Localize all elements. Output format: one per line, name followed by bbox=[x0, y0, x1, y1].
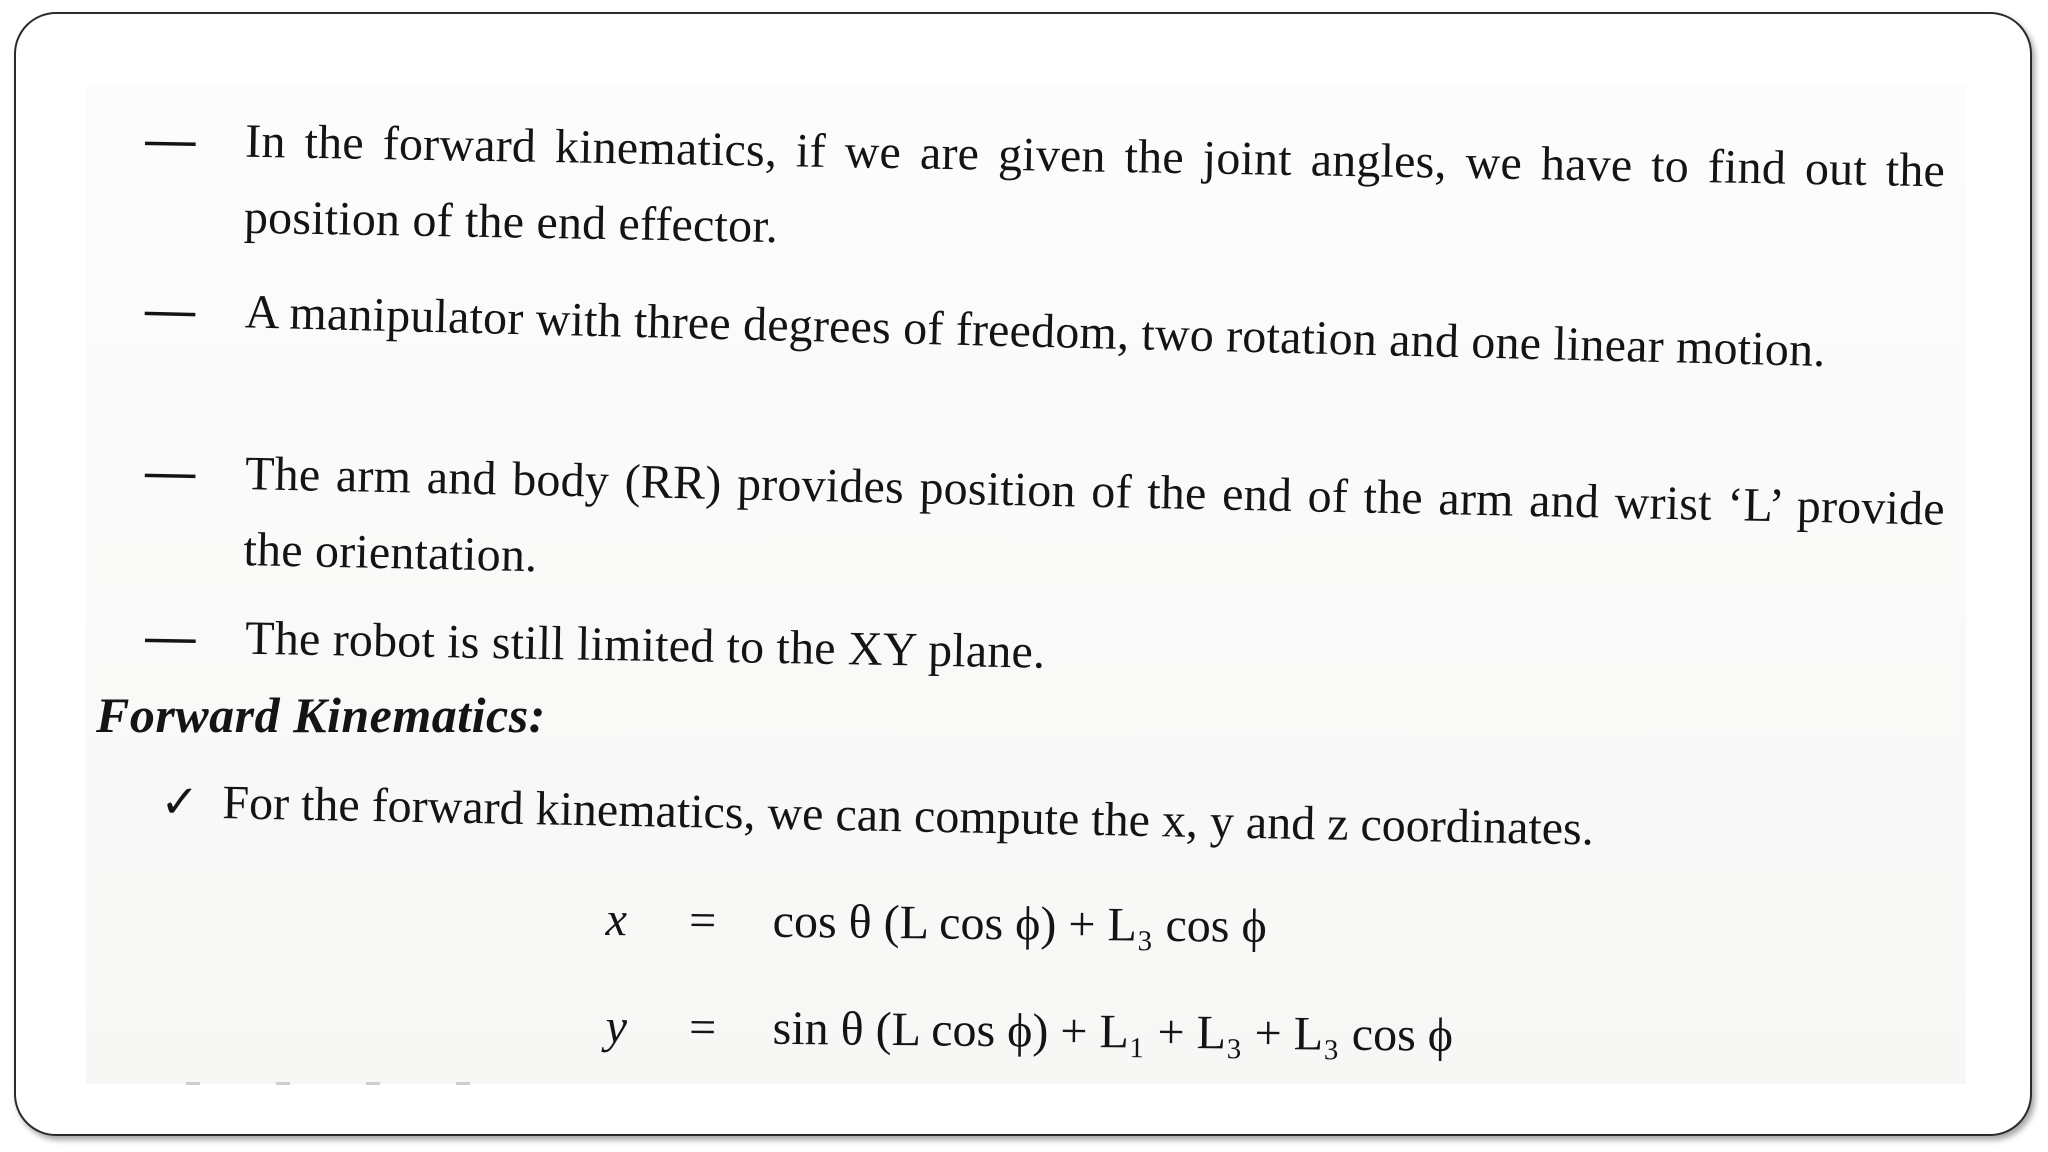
bullet-dash: — bbox=[144, 109, 196, 167]
equals-sign: = bbox=[688, 893, 717, 948]
bullet-dash: — bbox=[144, 441, 196, 500]
bullet-text: In the forward kinematics, if we are given the joint angles, we have to find out the position of the end effector. bbox=[243, 114, 1946, 254]
bullet-dash: — bbox=[144, 606, 196, 664]
equation-lhs: x bbox=[605, 892, 628, 947]
section-heading: Forward Kinematics: bbox=[96, 687, 546, 743]
bullet-text: A manipulator with three degrees of freedom, two rotation and one linear motion. bbox=[244, 285, 1827, 378]
equation-x bbox=[605, 892, 1267, 954]
cropped-text-remnant bbox=[186, 1082, 486, 1085]
checkmark-icon: ✓ bbox=[159, 775, 200, 828]
equals-sign: = bbox=[688, 1000, 717, 1055]
equation-lhs: y bbox=[605, 999, 628, 1054]
bullet-text: The arm and body (RR) provides position of the end of the arm and wrist ‘L’ provide the orientation. bbox=[243, 447, 1946, 583]
slide-frame bbox=[14, 12, 2032, 1136]
bullet-text: The robot is still limited to the XY plane. bbox=[244, 611, 1046, 679]
equation-rhs: sin θ (L cos ϕ) + L₁ + L₃ + L₃ cos ϕ bbox=[772, 1001, 1454, 1062]
check-item-text: For the forward kinematics, we can compute the x, y and z coordinates. bbox=[221, 776, 1595, 856]
equation-y bbox=[605, 999, 1453, 1063]
equation-rhs: cos θ (L cos ϕ) + L₃ cos ϕ bbox=[772, 894, 1268, 953]
bullet-dash: — bbox=[144, 279, 196, 338]
